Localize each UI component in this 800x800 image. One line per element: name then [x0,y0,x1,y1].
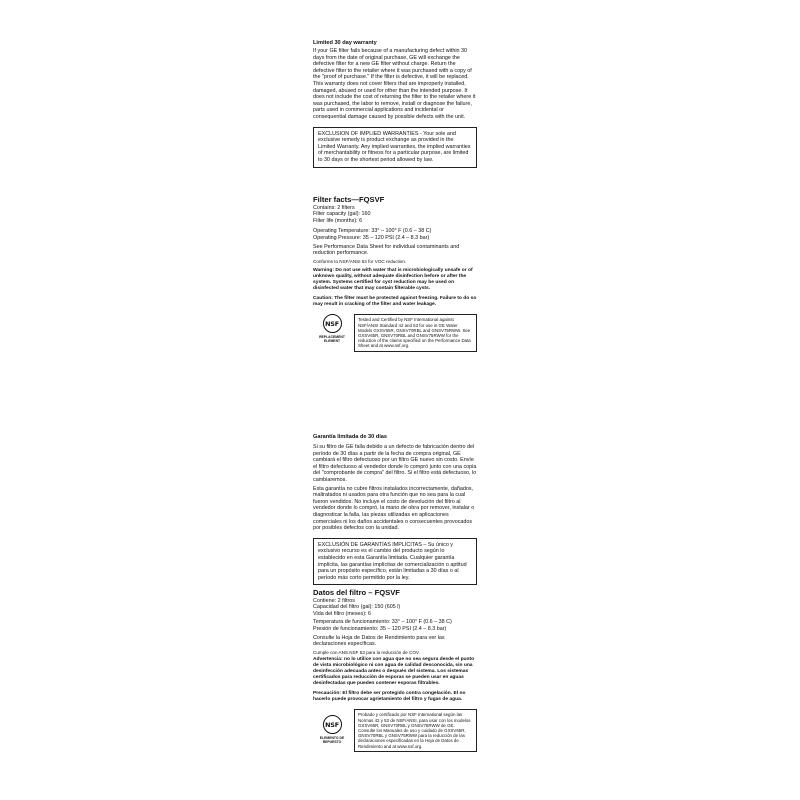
datos-temperatura: Temperatura de funcionamiento: 33° – 100° F (0.6 – 38 C) [313,619,452,626]
advertencia-text: Advertencia: no lo utilice con agua que no sea segura desde el punto de vista microbiológico ni con agua de calidad desconocida, sin una desinfección adecuada antes o después del sistema. Los sistemas certificados para reducción de esporas se pueden usar en aguas desinfectadas que pueden contener esporas filtrables. [313,657,475,687]
garantia-paragraph-1: Si su filtro de GE falla debido a un defecto de fabricación dentro del período de 30 días a partir de la fecha de compra original, GE cambiará el filtro defectuoso por un filtro GE nuevo sin costo. Envíe el filtro defectuoso al vendedor donde lo compró junto con una copia del "comprobante de compra" del filtro. Si el filtro está defectuoso, lo cambiaremos. [313,444,477,483]
caution-text: Caution: The filter must be protected against freezing. Failure to do so may result in cracking of the filter and water leakage. [313,296,477,308]
nsf-text-box-es [354,709,477,751]
datos-hoja: Consulte la Hoja de Datos de Rendimiento para ver las declaraciones específicas. [313,634,445,648]
datos-filtro-title: Datos del filtro – FQSVF [313,588,400,597]
exclusion-box-es [313,538,477,586]
nsf-certification-es [313,709,477,751]
facts-datasheet: See Performance Data Sheet for individual contaminants and reduction performance. [313,243,460,257]
facts-temperature: Operating Temperature: 33° – 100° F (0.6 – 38 C) [313,228,432,235]
nsf-logo-es [313,709,351,744]
filter-facts-section [313,196,477,352]
nsf-seal-icon: NSF [323,715,342,734]
nsf-text: Tested and Certified by NSF International against NSF/ANSI Standard 42 and 53 for use in GE Water Models GXSV65R, GNSV70RBL and GNSV75RWW. See GXSV65R, GNSV70RBL and GNSV75RWW for the reduction of the claims specified on the Performance Data Sheet and at www.nsf.org. [358,317,471,349]
facts-pressure: Operating Pressure: 35 – 120 PSI (2.4 – 8.3 bar) [313,234,430,241]
garantia-title: Garantía limitada de 30 días [313,434,387,440]
nsf-certification [313,314,477,351]
nsf-text-box [354,314,477,351]
datos-contiene: Contiene: 2 filtros [313,597,355,604]
nsf-text-es: Probado y certificado por NSF International según las Normas 42 y 53 de NSF/ANSI, para usar con los modelos GXSV65R, GNSV70RBL y GNSV75RWW de GE. Consulte los Manuales de uso y cuidado de GXSV65R, GNSV70RBL y GNSV75RWW para la reducción de las declaraciones especificadas en la Hoja de Datos de Rendimiento and at www.nsf.org. [358,712,471,749]
spanish-section [313,434,477,585]
garantia-paragraph-2: Esta garantía no cubre filtros instalados incorrectamente, dañados, maltratados ni usados para otra función que no sea para la cual fueron vendidos. No incluye el costo de devolución del filtro al vendedor donde lo compró, la mano de obra por remover, instalar o diagnosticar la falla, las piezas utilizadas en aplicaciones comerciales ni los daños accidentales o consecuentes provocados por posibles defectos con la unidad. [313,485,475,532]
datos-presion: Presión de funcionamiento: 35 – 120 PSI (2.4 – 8.3 bar) [313,625,447,632]
warranty-title: Limited 30 day warranty [313,40,377,46]
warning-text: Warning: Do not use with water that is microbiologically unsafe or of unknown quality, without adequate disinfection before or after the system. Systems certified for cyst reduction may be used on disinfected water that may contain filterable cysts. [313,268,473,292]
english-section [313,40,477,168]
facts-contains: Contains: 2 filters [313,204,355,211]
filter-facts-title: Filter facts—FQSVF [313,195,385,204]
warranty-paragraph-1: If your GE filter fails because of a manufacturing defect within 30 days from the date of original purchase, GE will exchange the defective filter for a new GE filter without charge. Return the defective filter to the retailer where it was purchased with a copy of the "proof of purchase." If the filter is defective, it will be replaced. [313,48,472,81]
facts-life: Filter life (months): 6 [313,217,363,224]
precaucion-text: Precaución: El filtro debe ser protegido contra congelación. El no hacerlo puede provocar agrietamiento del filtro y fugas de agua. [313,691,466,703]
exclusion-box [313,127,477,168]
datos-capacidad: Capacidad del filtro (gal): 150 (605 l) [313,604,401,611]
nsf-seal-icon: NSF [323,314,342,333]
nsf-caption-es: ELEMENTO DE REPUESTO [319,736,345,745]
facts-conforms: Conforms to NSF/ANSI 53 for VOC reduction. [313,258,407,264]
warranty-paragraph-2: This warranty does not cover filters that are improperly installed, damaged, abused or used for other than the intended purpose. It does not include the cost of returning the filter to the retailer where it was purchased, the labor to remove, install or diagnose the failure, parts used in commercial applications and incidental or consequential damage caused by possible defects with the unit. [313,80,476,120]
facts-capacity: Filter capacity (gal): 160 [313,211,371,218]
datos-filtro-section [313,589,477,752]
exclusion-text: EXCLUSION OF IMPLIED WARRANTIES - Your sole and exclusive remedy is product exchange as provided in the Limited Warranty. Any implied warranties, the implied warranties of merchantability or fitness for a particular purpose, are limited to 30 days or the shortest period allowed by law. [318,130,471,163]
datos-vida: Vida del filtro (meses): 6 [313,610,372,617]
datos-cumple: Cumple con ANS.NSF 53 para la reducción de COV. [313,649,420,655]
nsf-logo [313,314,351,343]
exclusion-text-es: EXCLUSIÓN DE GARANTÍAS IMPLÍCITAS – Su único y exclusivo recurso es el cambio del producto según lo establecido en esta Garantía limitada. Cualquier garantía implícita, las garantías implícitas de comercialización o aptitud para un propósito específico, están limitadas a 30 días o al período más corto permitido por la ley. [318,541,467,581]
nsf-caption: REPLACEMENT ELEMENT [319,335,345,344]
